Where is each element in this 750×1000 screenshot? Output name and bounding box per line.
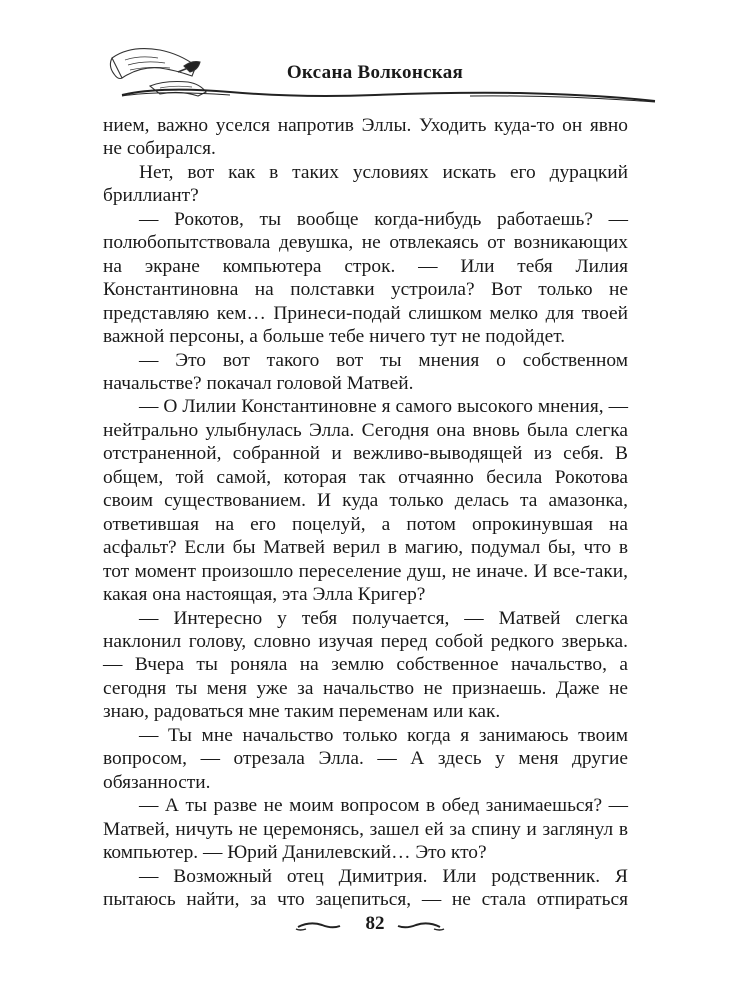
paragraph: — Это вот такого вот ты мнения о собственном начальстве? покачал головой Матвей.: [103, 349, 628, 394]
paragraph: — О Лилии Константиновне я самого высокого мнения, — нейтрально улыбнулась Элла. Сегодня она вновь была слегка отстраненной, собранной и вежливо-выводящей из себя. В общем, той самой, которая так отчаянно бесила Рокотова своим существованием. И куда только делась та амазонка, ответившая на его поцелуй, а потом опрокинувшая на асфальт? Если бы Матвей верил в магию, подумал бы, что в тот момент произошло переселение душ, не иначе. И все-таки, какая она настоящая, эта Элла Кригер?: [103, 396, 628, 606]
paragraph: — Интересно у тебя получается, — Матвей слегка наклонил голову, словно изучая перед собой редкого зверька. — Вчера ты роняла на землю собственное начальство, а сегодня ты меня уже за начальство не признаешь. Даже не знаю, радоваться мне таким переменам или как.: [103, 607, 628, 723]
paragraph: Нет, вот как в таких условиях искать его дурацкий бриллиант?: [103, 161, 628, 207]
paragraph: нием, важно уселся напротив Эллы. Уходить куда-то он явно не собирался.: [103, 115, 628, 160]
paragraph: — Ты мне начальство только когда я занимаюсь твоим вопросом, — отрезала Элла. — А здесь у меня другие обязанности.: [103, 724, 628, 793]
paragraph: — Рокотов, ты вообще когда-нибудь работаешь? — полюбопытствовала девушка, не отвлекаясь от возникающих на экране компьютера строк. — Или тебя Лилия Константиновна на полставки устроила? Вот только не представляю кем… Принеси-подай слишком мелко для твоей важной персоны, а больше тебе ничего тут не подойдет.: [103, 208, 628, 348]
running-header: [0, 0, 750, 110]
header-ornament: [0, 0, 750, 110]
paragraph: — Возможный отец Димитрия. Или родственник. Я пытаюсь найти, за что зацепиться, — не стала отпираться: [103, 865, 628, 910]
body-text: [103, 114, 628, 911]
page-number: 82: [365, 913, 385, 934]
running-header-author: Оксана Волконская: [286, 62, 464, 83]
header-swash-line: [122, 90, 655, 101]
paragraph: — А ты разве не моим вопросом в обед занимаешься? — Матвей, ничуть не церемонясь, зашел ей за спину и заглянул в компьютер. — Юрий Данилевский… Это кто?: [103, 795, 628, 864]
